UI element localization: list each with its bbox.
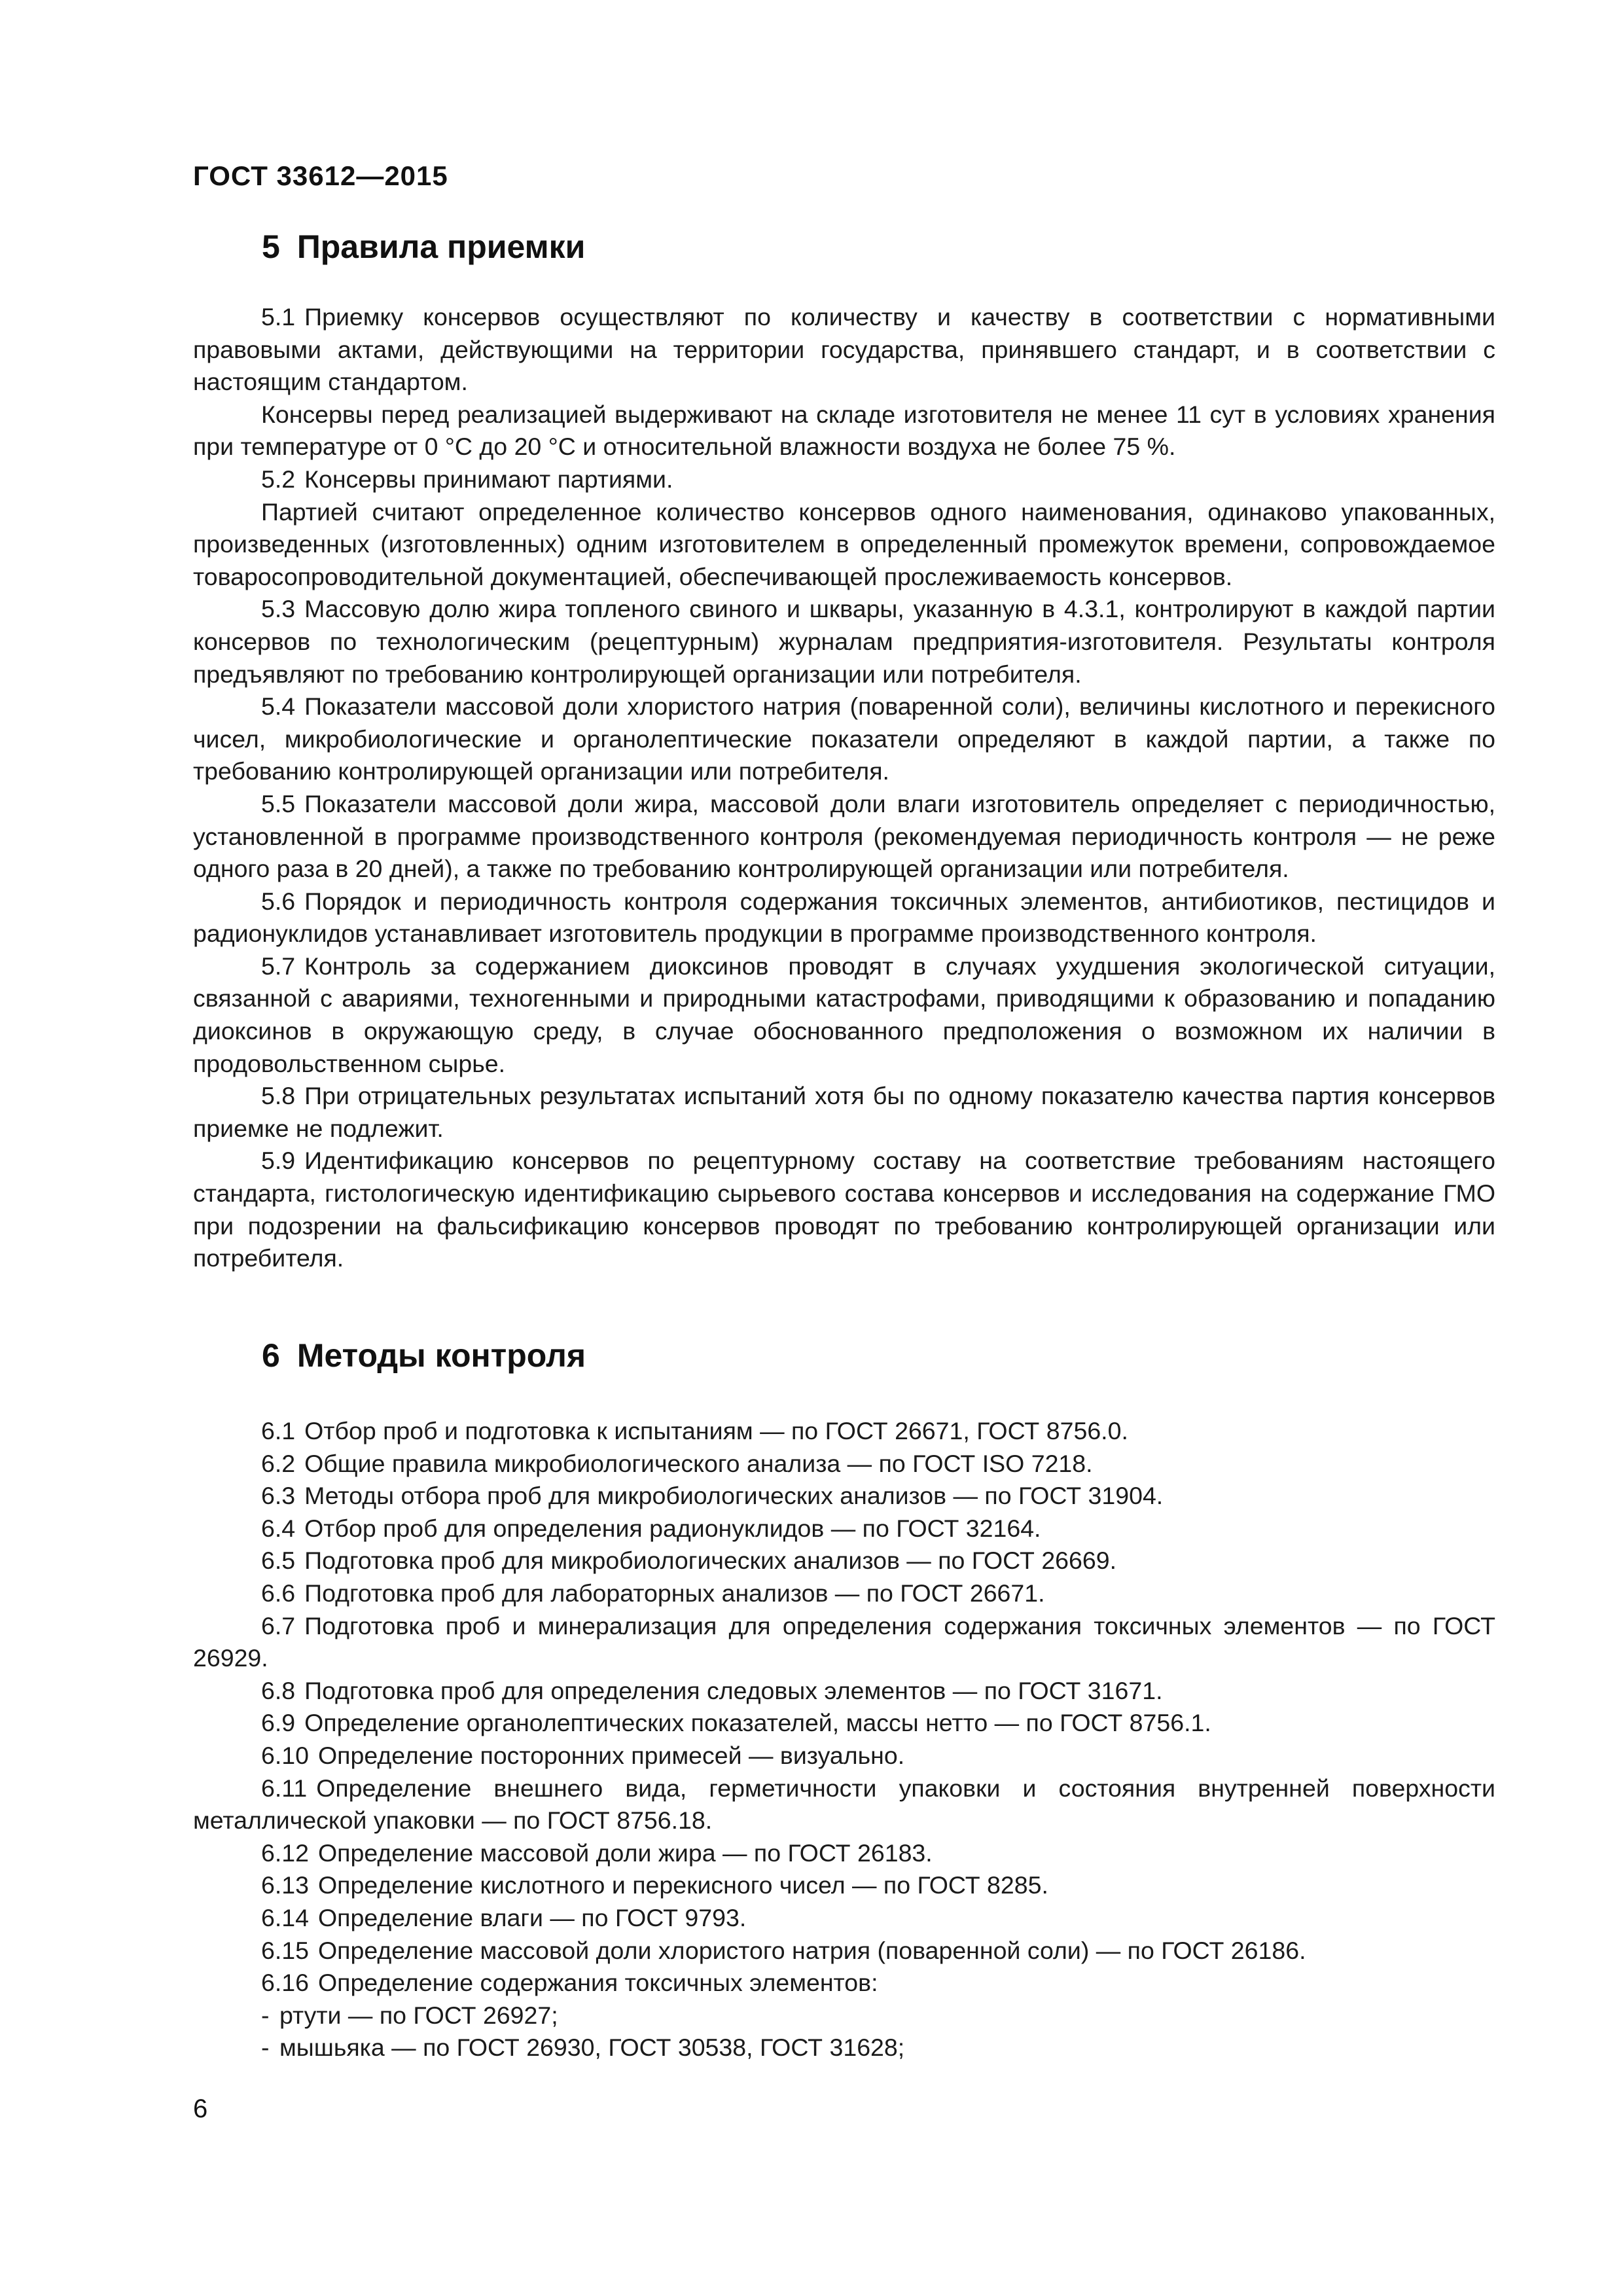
section-6-number: 6: [262, 1337, 280, 1374]
paragraph-text: Методы отбора проб для микробиологических анализов — по ГОСТ 31904.: [304, 1482, 1164, 1510]
page-number: 6: [193, 2094, 208, 2123]
section-6-body: [193, 1415, 1495, 2064]
paragraph-number: 6.11: [261, 1774, 308, 1802]
paragraph-5-7: [193, 950, 1495, 1080]
paragraph-text: Порядок и периодичность контроля содержания токсичных элементов, антибиотиков, пестицидов и радионуклидов устанавливает изготовитель продукции в программе производственного контроля.: [193, 887, 1495, 948]
paragraph-6-5: [193, 1545, 1495, 1577]
paragraph-number: 6.4: [261, 1514, 296, 1542]
paragraph-text: Отбор проб и подготовка к испытаниям — по ГОСТ 26671, ГОСТ 8756.0.: [304, 1417, 1128, 1444]
paragraph-text: Партией считают определенное количество консервов одного наименования, одинаково упакованных, произведенных (изготовленных) одним изготовителем в определенный промежуток времени, сопровождаемое товаросопроводительной документацией, обеспечивающей прослеживаемость консервов.: [193, 497, 1495, 590]
paragraph-text: Общие правила микробиологического анализа — по ГОСТ ISO 7218.: [304, 1449, 1093, 1477]
paragraph-number: 6.12: [261, 1839, 309, 1867]
paragraph-text: Определение посторонних примесей — визуально.: [318, 1741, 905, 1769]
paragraph-text: Показатели массовой доли жира, массовой доли влаги изготовитель определяет с периодичностью, установленной в программе производственного контроля (рекомендуемая периодичность контроля — не реже одного раза в 20 дней), а также по требованию контролирующей организации или потребителя.: [193, 789, 1495, 883]
paragraph-5-5: [193, 788, 1495, 886]
paragraph-5-1-storage: [193, 399, 1495, 463]
paragraph-6-11: [193, 1772, 1495, 1837]
paragraph-number: 5.3: [261, 595, 296, 623]
paragraph-5-4: [193, 691, 1495, 788]
paragraph-5-3: [193, 593, 1495, 691]
paragraph-6-13: [193, 1869, 1495, 1902]
list-item-arsenic: [193, 2032, 1495, 2064]
section-5-heading: [262, 228, 585, 266]
paragraph-6-3: [193, 1480, 1495, 1513]
paragraph-5-2-batch: [193, 496, 1495, 594]
paragraph-5-1: [193, 301, 1495, 399]
section-5-number: 5: [262, 228, 280, 265]
paragraph-6-16: [193, 1967, 1495, 2000]
paragraph-6-7: [193, 1610, 1495, 1675]
paragraph-text: Определение органолептических показателей, массы нетто — по ГОСТ 8756.1.: [304, 1709, 1211, 1737]
paragraph-text: Консервы принимают партиями.: [304, 465, 673, 493]
paragraph-text: Приемку консервов осуществляют по количеству и качеству в соответствии с нормативными правовыми актами, действующими на территории государства, принявшего стандарт, и в соответствии с настоящим стандартом.: [193, 303, 1495, 396]
paragraph-6-14: [193, 1902, 1495, 1935]
paragraph-text: Определение внешнего вида, герметичности упаковки и состояния внутренней поверхности металлической упаковки — по ГОСТ 8756.18.: [193, 1774, 1495, 1835]
paragraph-number: 6.6: [261, 1579, 296, 1607]
paragraph-number: 6.13: [261, 1871, 309, 1899]
paragraph-text: Подготовка проб для лабораторных анализов — по ГОСТ 26671.: [304, 1579, 1045, 1607]
paragraph-number: 5.1: [261, 303, 296, 331]
paragraph-number: 5.8: [261, 1082, 296, 1110]
paragraph-number: 6.14: [261, 1903, 309, 1931]
paragraph-5-2: [193, 463, 1495, 496]
paragraph-6-10: [193, 1740, 1495, 1772]
section-6-heading: [262, 1336, 586, 1374]
paragraph-number: 6.9: [261, 1709, 296, 1737]
paragraph-6-1: [193, 1415, 1495, 1448]
paragraph-number: 6.15: [261, 1936, 309, 1964]
list-item-mercury: [193, 2000, 1495, 2032]
paragraph-5-8: [193, 1080, 1495, 1145]
paragraph-number: 6.1: [261, 1417, 296, 1444]
section-5-body: [193, 301, 1495, 1275]
section-5-title: Правила приемки: [296, 228, 586, 265]
paragraph-number: 5.5: [261, 789, 296, 817]
paragraph-text: Определение массовой доли жира — по ГОСТ 26183.: [318, 1839, 933, 1867]
paragraph-text: Контроль за содержанием диоксинов проводят в случаях ухудшения экологической ситуации, связанной с авариями, техногенными и природными катастрофами, приводящими к образованию и попаданию диоксинов в окружающую среду, в случае обоснованного предположения о возможном их наличии в продовольственном сырье.: [193, 952, 1495, 1077]
paragraph-text: Показатели массовой доли хлористого натрия (поваренной соли), величины кислотного и перекисного чисел, микробиологические и органолептические показатели определяют в каждой партии, а также по требованию контролирующей организации или потребителя.: [193, 692, 1495, 785]
paragraph-number: 5.6: [261, 887, 296, 915]
paragraph-number: 6.10: [261, 1741, 309, 1769]
paragraph-text: Отбор проб для определения радионуклидов — по ГОСТ 32164.: [304, 1514, 1041, 1542]
paragraph-text: Определение массовой доли хлористого натрия (поваренной соли) — по ГОСТ 26186.: [318, 1936, 1306, 1964]
paragraph-text: Подготовка проб для микробиологических анализов — по ГОСТ 26669.: [304, 1547, 1117, 1575]
list-item-text: мышьяка — по ГОСТ 26930, ГОСТ 30538, ГОСТ 31628;: [279, 2034, 905, 2062]
paragraph-6-9: [193, 1707, 1495, 1740]
paragraph-text: При отрицательных результатах испытаний хотя бы по одному показателю качества партия консервов приемке не подлежит.: [193, 1082, 1495, 1142]
paragraph-number: 5.2: [261, 465, 296, 493]
paragraph-5-9: [193, 1145, 1495, 1274]
paragraph-text: Массовую долю жира топленого свиного и шквары, указанную в 4.3.1, контролируют в каждой партии консервов по технологическим (рецептурным) журналам предприятия-изготовителя. Результаты контроля предъявляют по требованию контролирующей организации или потребителя.: [193, 595, 1495, 688]
paragraph-6-8: [193, 1675, 1495, 1708]
paragraph-text: Определение влаги — по ГОСТ 9793.: [318, 1903, 747, 1931]
paragraph-text: Подготовка проб для определения следовых элементов — по ГОСТ 31671.: [304, 1676, 1163, 1704]
paragraph-text: Консервы перед реализацией выдерживают на складе изготовителя не менее 11 сут в условиях хранения при температуре от 0 °С до 20 °С и относительной влажности воздуха не более 75 %.: [193, 400, 1495, 461]
paragraph-text: Определение содержания токсичных элементов:: [318, 1969, 878, 1997]
paragraph-6-2: [193, 1448, 1495, 1480]
paragraph-5-6: [193, 886, 1495, 950]
paragraph-number: 5.7: [261, 952, 296, 980]
paragraph-number: 5.9: [261, 1147, 296, 1175]
document-header-id: ГОСТ 33612—2015: [193, 160, 448, 191]
list-dash: -: [261, 2001, 270, 2029]
paragraph-number: 6.3: [261, 1482, 296, 1510]
paragraph-number: 6.5: [261, 1547, 296, 1575]
paragraph-number: 6.8: [261, 1676, 296, 1704]
paragraph-number: 6.2: [261, 1449, 296, 1477]
paragraph-number: 5.4: [261, 692, 296, 721]
paragraph-number: 6.7: [261, 1611, 296, 1640]
paragraph-6-12: [193, 1837, 1495, 1870]
paragraph-text: Идентификацию консервов по рецептурному составу на соответствие требованиям настоящего стандарта, гистологическую идентификацию сырьевого состава консервов и исследования на содержание ГМО при подозрении на фальсификацию консервов проводят по требованию контролирующей организации или потребителя.: [193, 1147, 1495, 1272]
list-item-text: ртути — по ГОСТ 26927;: [279, 2001, 558, 2029]
paragraph-number: 6.16: [261, 1969, 309, 1997]
paragraph-text: Подготовка проб и минерализация для определения содержания токсичных элементов — по ГОСТ 26929.: [193, 1611, 1495, 1672]
paragraph-6-4: [193, 1513, 1495, 1545]
list-dash: -: [261, 2034, 270, 2062]
paragraph-6-6: [193, 1577, 1495, 1610]
paragraph-text: Определение кислотного и перекисного чисел — по ГОСТ 8285.: [318, 1871, 1048, 1899]
paragraph-6-15: [193, 1935, 1495, 1967]
section-6-title: Методы контроля: [296, 1337, 586, 1374]
